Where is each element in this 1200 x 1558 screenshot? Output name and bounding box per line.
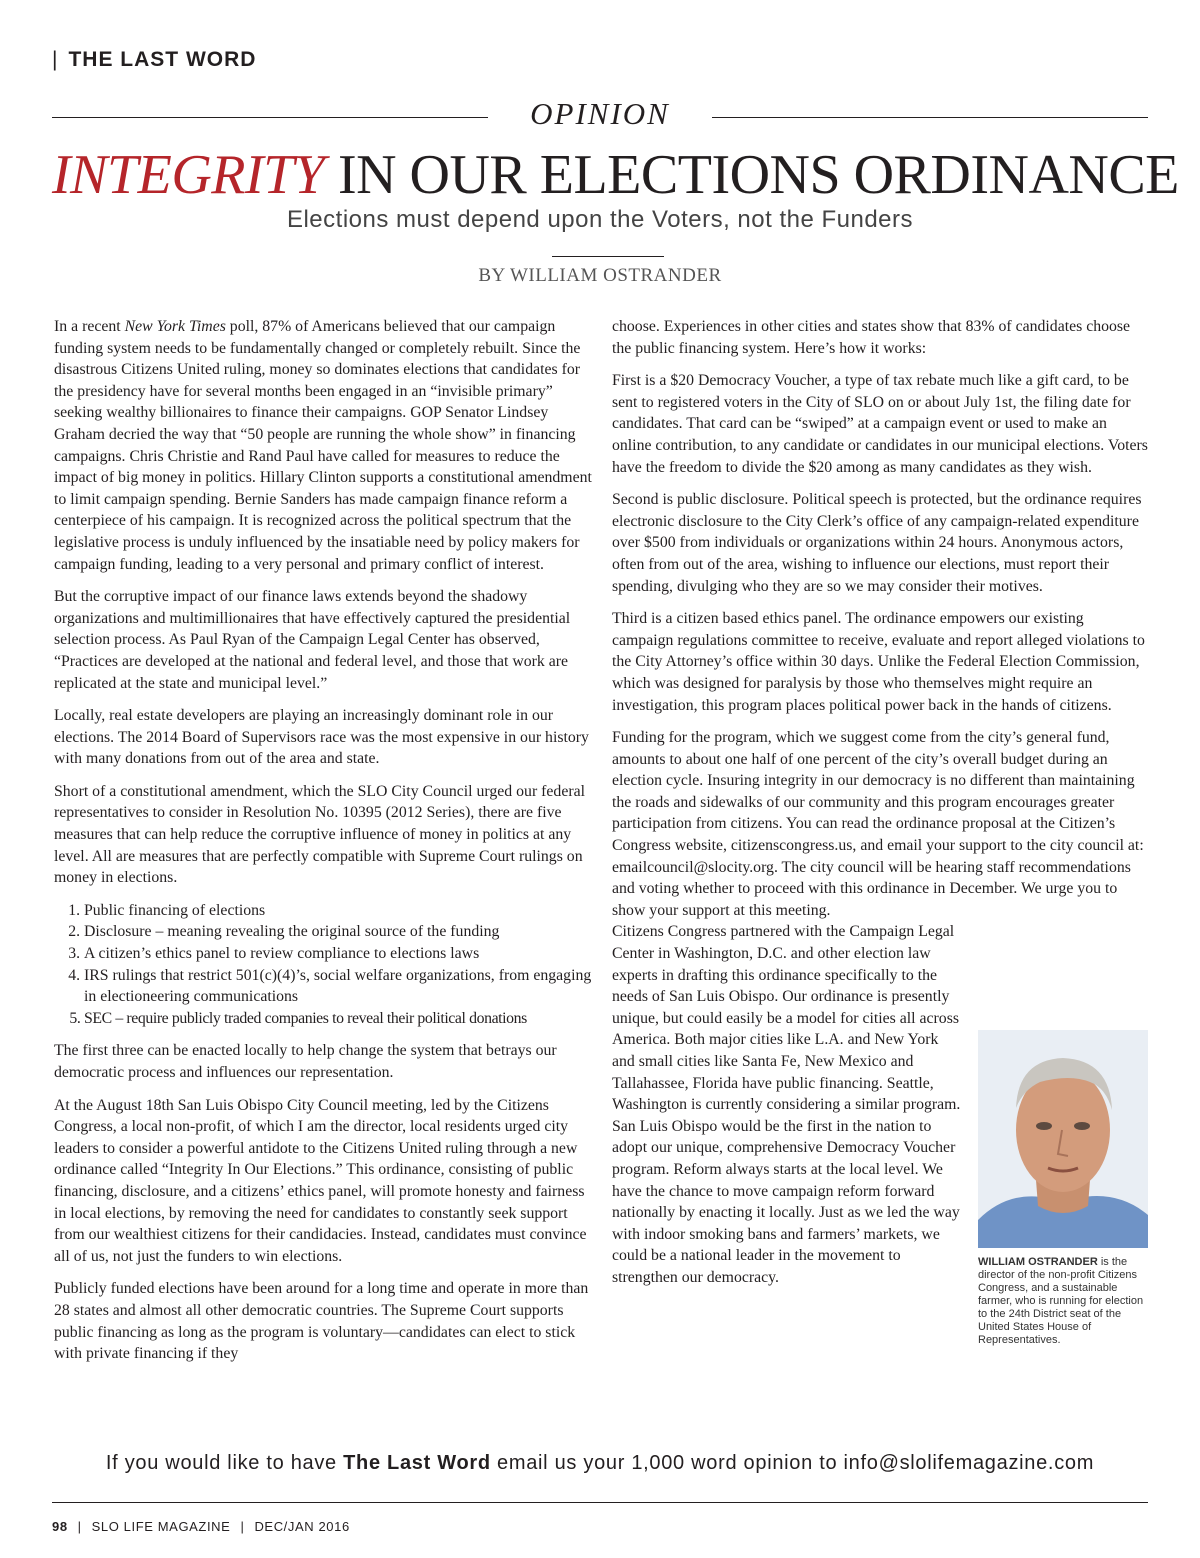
paragraph: Locally, real estate developers are playing an increasingly dominant role in our elections. The 2014 Board of Supervisors race was the most expensive in our history with many donations from out of the area and state. xyxy=(54,707,589,768)
newspaper-name: New York Times xyxy=(124,318,226,335)
caption-text: is the director of the non-profit Citizens Congress, and a sustainable farmer, who is running for election to the 24th District seat of the United States House of Representatives. xyxy=(978,1256,1144,1346)
paragraph: First is a $20 Democracy Voucher, a type of tax rebate much like a gift card, to be sent to registered voters in the City of SLO on or about July 1st, the filing date for candidates. That card can be “swiped” at a campaign event or used to make an online contribution, to any candidate or candidates in our municipal elections. Voters have the freedom to divide the $20 among as many candidates as they wish. xyxy=(612,372,1148,476)
list-item: 4. IRS rulings that restrict 501(c)(4)’s, social welfare organizations, from engaging in electioneering communications xyxy=(84,965,594,1008)
subhead: Elections must depend upon the Voters, not the Funders xyxy=(286,206,914,233)
issue-date: DEC/JAN 2016 xyxy=(254,1519,350,1534)
article-column-left xyxy=(54,316,594,1376)
section-label xyxy=(52,48,256,72)
paragraph: choose. Experiences in other cities and states show that 83% of candidates choose the public financing system. Here’s how it works: xyxy=(612,318,1131,357)
paragraph: Third is a citizen based ethics panel. The ordinance empowers our existing campaign regulations committee to receive, evaluate and report alleged violations to the City Attorney’s office within 30 days. Unlike the Federal Election Commission, which was designed for paralysis by those who themselves might require an investigation, this program places political power back in the hands of citizens. xyxy=(612,610,1145,714)
byline: BY WILLIAM OSTRANDER xyxy=(478,265,722,286)
paragraph: Citizens Congress partnered with the Campaign Legal Center in Washington, D.C. and other election law experts in drafting this ordinance specifically to the needs of San Luis Obispo. Our ordinance is presently unique, but could easily be a model for cities all across America. Both major cities like L.A. and New York and small cities like Santa Fe, New Mexico and Tallahassee, Florida have public financing. Seattle, Washington is currently considering a similar program. San Luis Obispo would be the first in the nation to adopt our unique, comprehensive Democracy Voucher program. Reform always starts at the local level. We have the chance to move campaign reform forward nationally by enacting it locally. Just as we led the way with indoor smoking bans and farmers’ markets, we could be a national leader in the movement to strengthen our democracy. xyxy=(612,923,961,1286)
paragraph: Publicly funded elections have been around for a long time and operate in more than 28 states and almost all other democratic countries. The Supreme Court supports public financing as long as the program is voluntary—candidates can elect to stick with private financing if they xyxy=(54,1280,589,1363)
kicker-row xyxy=(52,96,1148,136)
magazine-name: SLO LIFE MAGAZINE xyxy=(91,1519,231,1534)
headline-accent: INTEGRITY xyxy=(52,144,325,206)
author-caption xyxy=(978,1256,1150,1347)
author-portrait-image xyxy=(978,1030,1148,1248)
list-item: 1. Public financing of elections xyxy=(84,900,594,922)
kicker-rule-right xyxy=(712,117,1148,118)
paragraph-text: poll, 87% of Americans believed that our campaign funding system needs to be fundamentally changed or completely rebuilt. Since the disastrous Citizens United ruling, money so dominates elections that candidates for the presidency have for several months been engaged in an “invisible primary” seeking wealthy billionaires to finance their campaigns. GOP Senator Lindsey Graham decried the way that “50 people are running the whole show” in financing campaigns. Chris Christie and Rand Paul have called for measures to reduce the impact of big money in politics. Hillary Clinton supports a constitutional amendment to limit campaign spending. Bernie Sanders has made campaign finance reform a centerpiece of his campaign. It is recognized across the political spectrum that the legislative process is unduly influenced by the insatiable need by policy makers for campaign funding, leading to a very personal and primary conflict of interest. xyxy=(54,318,592,573)
cta-email-text[interactable]: email us your 1,000 word opinion to info@slolifemagazine.com xyxy=(490,1452,1095,1474)
cta-bold: The Last Word xyxy=(343,1452,491,1474)
cta-text: If you would like to have xyxy=(105,1452,344,1474)
paragraph xyxy=(54,316,594,575)
footer-rule xyxy=(52,1502,1148,1503)
page-number: 98 xyxy=(52,1519,68,1534)
caption-name: WILLIAM OSTRANDER xyxy=(978,1256,1098,1268)
measures-list xyxy=(54,900,594,1030)
headline-rest: IN OUR ELECTIONS ORDINANCE xyxy=(324,144,1179,206)
kicker-rule-left xyxy=(52,117,488,118)
footer-separator: | xyxy=(77,1519,82,1534)
paragraph: Funding for the program, which we suggest come from the city’s general fund, amounts to about one half of one percent of the city’s overall budget during an election cycle. Insuring integrity in our democracy is no different than maintaining the roads and sidewalks of our community and this program encourages greater participation from citizens. You can read the ordinance proposal at the Citizen’s Congress website, citizenscongress.us, and email your support to the city council at: emailcouncil@slocity.org. The city council will be hearing staff recommendations and voting whether to proceed with this ordinance in December. We urge you to show your support at this meeting. xyxy=(612,729,1144,919)
paragraph: At the August 18th San Luis Obispo City Council meeting, led by the Citizens Congress, a local non-profit, of which I am the director, local residents urged city leaders to consider a powerful antidote to the Citizens United ruling through a new ordinance called “Integrity In Our Elections.” This ordinance, consisting of public financing, disclosure, and a citizens’ ethics panel, will promote honesty and fairness in local elections, by removing the need for candidates to constantly seek support from our wealthiest citizens for their candidacies. Instead, candidates must convince all of us, not just the funders to win elections. xyxy=(54,1096,587,1265)
section-bar: | xyxy=(52,48,59,71)
paragraph: But the corruptive impact of our finance laws extends beyond the shadowy organizations and multimillionaires that have effectively captured the presidential selection process. As Paul Ryan of the Campaign Legal Center has observed, “Practices are developed at the national and federal level, and those that work are replicated at the state and municipal level.” xyxy=(54,588,571,692)
list-item: 2. Disclosure – meaning revealing the original source of the funding xyxy=(84,921,594,943)
paragraph-text: In a recent xyxy=(54,318,125,335)
kicker-opinion: OPINION xyxy=(530,96,670,131)
author-photo xyxy=(978,1030,1148,1248)
list-item: 5. SEC – require publicly traded companies to reveal their political donations xyxy=(84,1008,594,1030)
page-footer xyxy=(52,1519,350,1534)
list-item: 3. A citizen’s ethics panel to review compliance to elections laws xyxy=(84,943,594,965)
byline-rule xyxy=(552,256,664,257)
headline xyxy=(52,142,1179,208)
footer-separator: | xyxy=(240,1519,245,1534)
paragraph: Second is public disclosure. Political speech is protected, but the ordinance requires electronic disclosure to the City Clerk’s office of any campaign-related expenditure over $500 from individuals or organizations within 24 hours. Anonymous actors, often from out of the area, wishing to influence our elections, must report their spending, divulging who they are so we may consider their motives. xyxy=(612,491,1142,595)
paragraph: The first three can be enacted locally to help change the system that betrays our democratic process and influences our representation. xyxy=(54,1042,557,1081)
call-to-action xyxy=(52,1452,1148,1475)
section-title: THE LAST WORD xyxy=(68,48,257,71)
paragraph: Short of a constitutional amendment, which the SLO City Council urged our federal representatives to consider in Resolution No. 10395 (2012 Series), there are five measures that can help reduce the corruptive influence of money in politics at any level. All are measures that are perfectly compatible with Supreme Court rulings on money in elections. xyxy=(54,782,585,887)
